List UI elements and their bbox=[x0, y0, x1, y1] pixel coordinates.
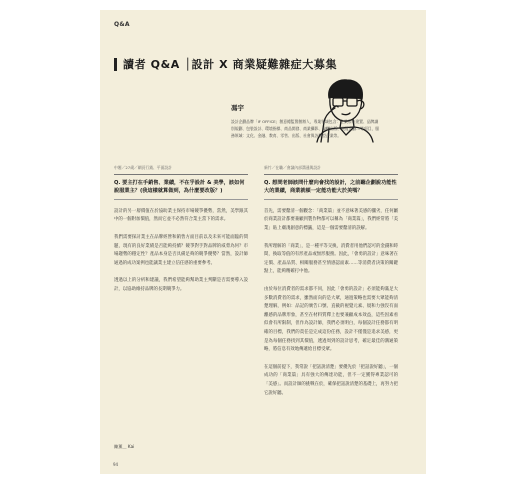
page-title: 讀者 Q&A │設計 X 商業疑難雜症大募集 bbox=[123, 58, 338, 71]
right-column bbox=[264, 165, 398, 407]
author-name: 馮宇 bbox=[231, 104, 244, 112]
reader-label: 新竹／在職／會議內部溝通與設計 bbox=[264, 165, 321, 170]
page-number: 94 bbox=[113, 462, 119, 467]
question-divider bbox=[114, 199, 248, 200]
answer-paragraph: 在這個前提下，我常說「把話說清楚」要優先於「把話說好聽」，一個成功的「商業篇」具有強大的傳達功能，但不一定獲得專業認可的「美感」。而設計師的挑戰在於，確保把話說清楚的基礎上，再努力把它說好聽。 bbox=[264, 364, 398, 396]
left-column bbox=[114, 165, 248, 304]
title-block bbox=[114, 56, 337, 72]
answer-paragraph: 我所理解的「商業」，是一種平等交換，消費者用他們認可的金錢和時間，換取等值的有形產品或無形服務。因此，「會勇的設計」意味著在定價、產品品質、相關服務甚至情感認面素……等消費者決策的關鍵點上，能夠精確打中他。 bbox=[264, 243, 398, 275]
label-divider bbox=[114, 174, 248, 175]
reader-signature: 陳薰＿ Kai bbox=[114, 444, 135, 449]
answer-paragraph: 我們需要探討業主在品牌經營和銷售方面目前以及未來可能面臨的問題，現有的良好業績是否能夠持續？競爭對手對品牌的威脅為何？市場趨勢的穩定性？產品本身是否具備足夠的競爭優勢？當然，設計師通過的成功案例也能讓業主建立信任感的重要參考。 bbox=[114, 235, 248, 266]
question-heading: Q. 要主打在手銷售、業績，不在乎設計 & 美學，該如何說服業主？(我這樣就算做到，為什麼要改版？) bbox=[114, 180, 245, 195]
title-accent-bar bbox=[114, 58, 117, 71]
section-tag: Q&A bbox=[114, 21, 130, 28]
answer-paragraph: 設計的另一層價值在於協助業主保持市場競爭優勢，當然，美學跟其中的一個附加價值，然而它並不必然符合業主當下的需求。 bbox=[114, 208, 248, 223]
reader-label: 中壢／27歲／網頁行銷、平面設計 bbox=[114, 165, 172, 170]
label-divider bbox=[264, 174, 398, 175]
author-bio: 設計企劃品牌「IF OFFICE」創意總監暨創辦人，專業領域包含：企業形象建置、品牌識別規劃、包裝設計、環境指標、商品開發、商業攝影、編輯出版、展覽企劃…等項目，服務領域：文化、金融、教育、零售、出版、社會與各類型企業等。 bbox=[231, 119, 380, 138]
question-divider bbox=[264, 199, 398, 200]
answer-paragraph: 透過以上的分析和建議，我們希望能夠幫助業主判斷是否需要導入設計，以協助維持品牌的長期競爭力。 bbox=[114, 278, 248, 292]
answer-paragraph: 由於每位消費者的需求都不同，因此「會勇的設計」必須能夠滿足大多數消費者的需求，雖然面向的是大眾，通過策略也需要大眾能夠清楚理解，例如：品記的廣告口號、直截的視覺元素、規和力強沒有面離感的品牌形象，甚至在材料質釋上也要兼顧成本效益，這些因素看似會有所限制，但作為設計師，我們必須明白，每個設計任務都有明確的目標，我們的責任是完成這份任務，設計不僅僅是追求美感，更是為每個任務找到其價值，透過周到的設計思考，確定最佳的溝通策略，將信息有效地傳遞給目標受眾。 bbox=[264, 286, 398, 353]
question-heading: Q. 想問老師該問什麼向會找的設計，之前聽企劃說功能性大的業績，商業就頓一定能功能大於美嗎？ bbox=[264, 180, 397, 195]
magazine-page bbox=[100, 10, 426, 474]
answer-paragraph: 首先，需要釐清一個觀念：「商業篇」並不意味著美感的擱劣，任何屬於商業設計都要兼顧到製作物都可以稱為「商業篇」，我們經常將「美業」貼上膚淺創意的標籤，這是一個需要釐清的誤解。 bbox=[264, 208, 398, 231]
